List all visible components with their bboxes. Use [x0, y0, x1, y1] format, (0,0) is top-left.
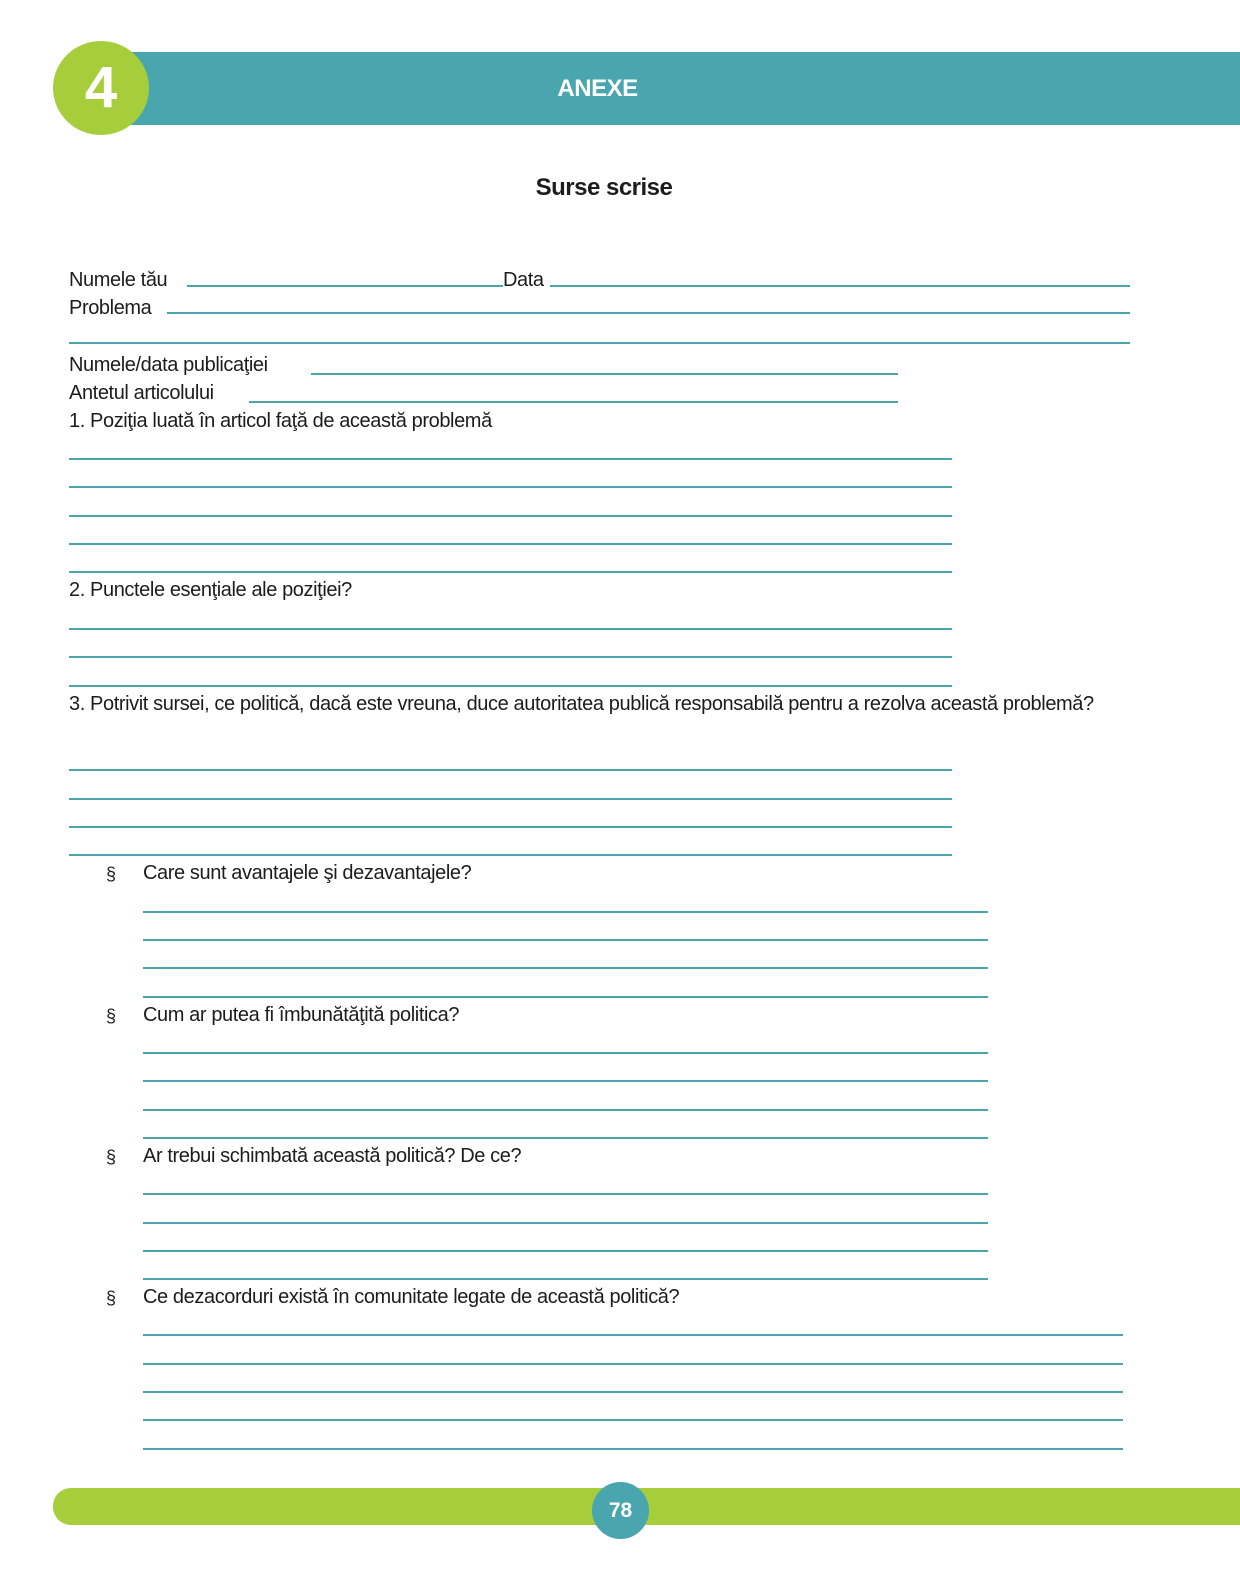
page-number: 78 [592, 1482, 649, 1539]
answer-line[interactable] [69, 798, 952, 800]
answer-line[interactable] [143, 1222, 988, 1224]
publication-label: Numele/data publicaţiei [69, 354, 268, 376]
answer-line[interactable] [143, 1109, 988, 1111]
answer-line[interactable] [69, 543, 952, 545]
answer-line[interactable] [69, 685, 952, 687]
answer-line[interactable] [143, 1193, 988, 1195]
answer-line[interactable] [69, 342, 1130, 344]
name-label: Numele tău [69, 269, 168, 291]
bullet-icon: § [106, 1288, 116, 1308]
sub-question-1: Care sunt avantajele şi dezavantajele? [143, 862, 472, 884]
answer-line[interactable] [143, 1419, 1123, 1421]
answer-line[interactable] [69, 854, 952, 856]
chapter-badge: 4 [53, 41, 149, 135]
answer-line[interactable] [167, 312, 1130, 314]
bullet-icon: § [106, 1147, 116, 1167]
answer-line[interactable] [143, 1334, 1123, 1336]
question-3: 3. Potrivit sursei, ce politică, dacă este vreuna, duce autoritatea publică responsabilă pentru a rezolva această problemă? [69, 693, 1094, 715]
answer-line[interactable] [143, 1250, 988, 1252]
question-1: 1. Poziţia luată în articol faţă de această problemă [69, 410, 492, 432]
sub-question-3: Ar trebui schimbată această politică? De ce? [143, 1145, 522, 1167]
answer-line[interactable] [187, 285, 503, 287]
answer-line[interactable] [143, 996, 988, 998]
answer-line[interactable] [143, 1363, 1123, 1365]
page-title: Surse scrise [535, 174, 673, 201]
answer-line[interactable] [69, 656, 952, 658]
answer-line[interactable] [143, 1052, 988, 1054]
date-label: Data [503, 269, 544, 291]
answer-line[interactable] [143, 1391, 1123, 1393]
answer-line[interactable] [69, 826, 952, 828]
answer-line[interactable] [143, 1080, 988, 1082]
answer-line[interactable] [143, 939, 988, 941]
answer-line[interactable] [311, 373, 898, 375]
problem-label: Problema [69, 297, 152, 319]
answer-line[interactable] [69, 458, 952, 460]
bullet-icon: § [106, 864, 116, 884]
question-2: 2. Punctele esenţiale ale poziţiei? [69, 579, 352, 601]
answer-line[interactable] [143, 1278, 988, 1280]
answer-line[interactable] [143, 911, 988, 913]
answer-line[interactable] [143, 1448, 1123, 1450]
sub-question-4: Ce dezacorduri există în comunitate legate de această politică? [143, 1286, 680, 1308]
answer-line[interactable] [143, 967, 988, 969]
answer-line[interactable] [249, 401, 898, 403]
sub-question-2: Cum ar putea fi îmbunătăţită politica? [143, 1004, 460, 1026]
answer-line[interactable] [69, 769, 952, 771]
answer-line[interactable] [69, 515, 952, 517]
headline-label: Antetul articolului [69, 382, 214, 404]
answer-line[interactable] [550, 285, 1130, 287]
answer-line[interactable] [143, 1137, 988, 1139]
bullet-icon: § [106, 1006, 116, 1026]
answer-line[interactable] [69, 571, 952, 573]
answer-line[interactable] [69, 628, 952, 630]
header-title: ANEXE [557, 75, 638, 102]
answer-line[interactable] [69, 486, 952, 488]
